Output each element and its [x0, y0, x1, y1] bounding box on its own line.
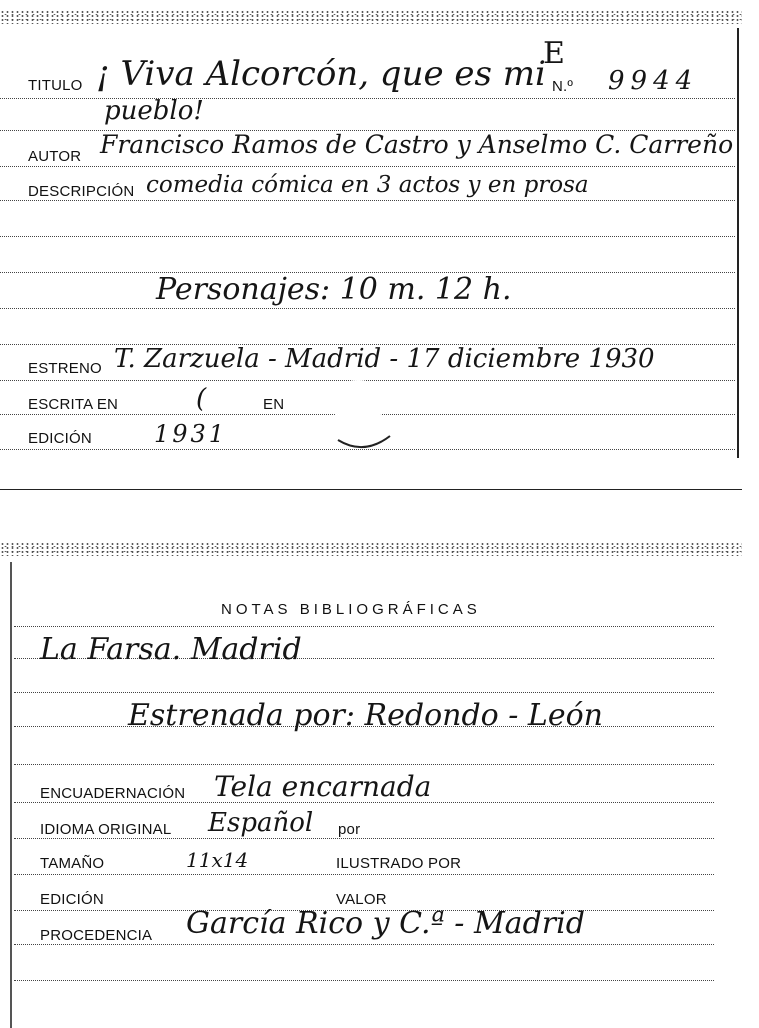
ruled-line — [14, 980, 714, 981]
catalog-card-back — [0, 540, 742, 1028]
por-label: por — [338, 821, 361, 838]
escrita-mark: ( — [196, 384, 207, 414]
escrita-label: ESCRITA EN — [28, 396, 119, 413]
estreno-value: T. Zarzuela - Madrid - 17 diciembre 1930 — [114, 344, 655, 374]
ruled-line — [0, 236, 735, 237]
titulo-label: TITULO — [28, 77, 83, 94]
descripcion-value: comedia cómica en 3 actos y en prosa — [146, 172, 589, 198]
card-left-border — [10, 562, 12, 1028]
ilustrado-label: ILUSTRADO POR — [336, 855, 462, 872]
ruled-line — [14, 944, 714, 945]
ruled-line — [14, 838, 714, 839]
ruled-line — [14, 626, 714, 627]
numero-label: N.º — [552, 78, 574, 95]
card-top-edge — [0, 10, 742, 24]
page-separator — [0, 489, 742, 490]
idioma-value: Español — [208, 808, 314, 838]
ruled-line — [0, 308, 735, 309]
ruled-line — [14, 764, 714, 765]
note-line-1: La Farsa. Madrid — [40, 632, 302, 667]
idioma-label: IDIOMA ORIGINAL — [40, 821, 172, 838]
estreno-label: ESTRENO — [28, 360, 102, 377]
redaction-blot — [330, 380, 386, 424]
catalog-letter: E — [543, 36, 565, 71]
ruled-line — [14, 874, 714, 875]
personajes-note: Personajes: 10 m. 12 h. — [156, 272, 512, 307]
titulo-value-continued: pueblo! — [104, 96, 204, 126]
procedencia-value: García Rico y C.ª - Madrid — [186, 906, 585, 941]
ruled-line — [14, 692, 714, 693]
descripcion-label: DESCRIPCIÓN — [28, 183, 135, 200]
titulo-value: ¡ Viva Alcorcón, que es mi — [96, 54, 546, 94]
encuadernacion-label: ENCUADERNACIÓN — [40, 785, 186, 802]
valor-label: VALOR — [336, 891, 387, 908]
procedencia-label: PROCEDENCIA — [40, 927, 153, 944]
ink-smudge-icon — [334, 432, 394, 452]
catalog-card-front — [0, 0, 742, 462]
tamano-value: 11x14 — [186, 848, 249, 872]
notas-heading: NOTAS BIBLIOGRÁFICAS — [221, 601, 481, 618]
note-line-2: Estrenada por: Redondo - León — [128, 698, 603, 733]
numero-value: 9944 — [608, 66, 699, 96]
edicion-value: 1931 — [154, 420, 228, 448]
encuadernacion-value: Tela encarnada — [214, 770, 432, 803]
escrita-en-label: EN — [263, 396, 285, 413]
card-top-edge — [0, 542, 742, 556]
edicion-label: EDICIÓN — [28, 430, 92, 447]
tamano-label: TAMAÑO — [40, 855, 105, 872]
autor-value: Francisco Ramos de Castro y Anselmo C. Carreño — [100, 130, 734, 159]
autor-label: AUTOR — [28, 148, 82, 165]
ruled-line — [0, 200, 735, 201]
ruled-line — [0, 166, 735, 167]
card-right-border — [737, 28, 739, 458]
edicion-label: EDICIÓN — [40, 891, 104, 908]
